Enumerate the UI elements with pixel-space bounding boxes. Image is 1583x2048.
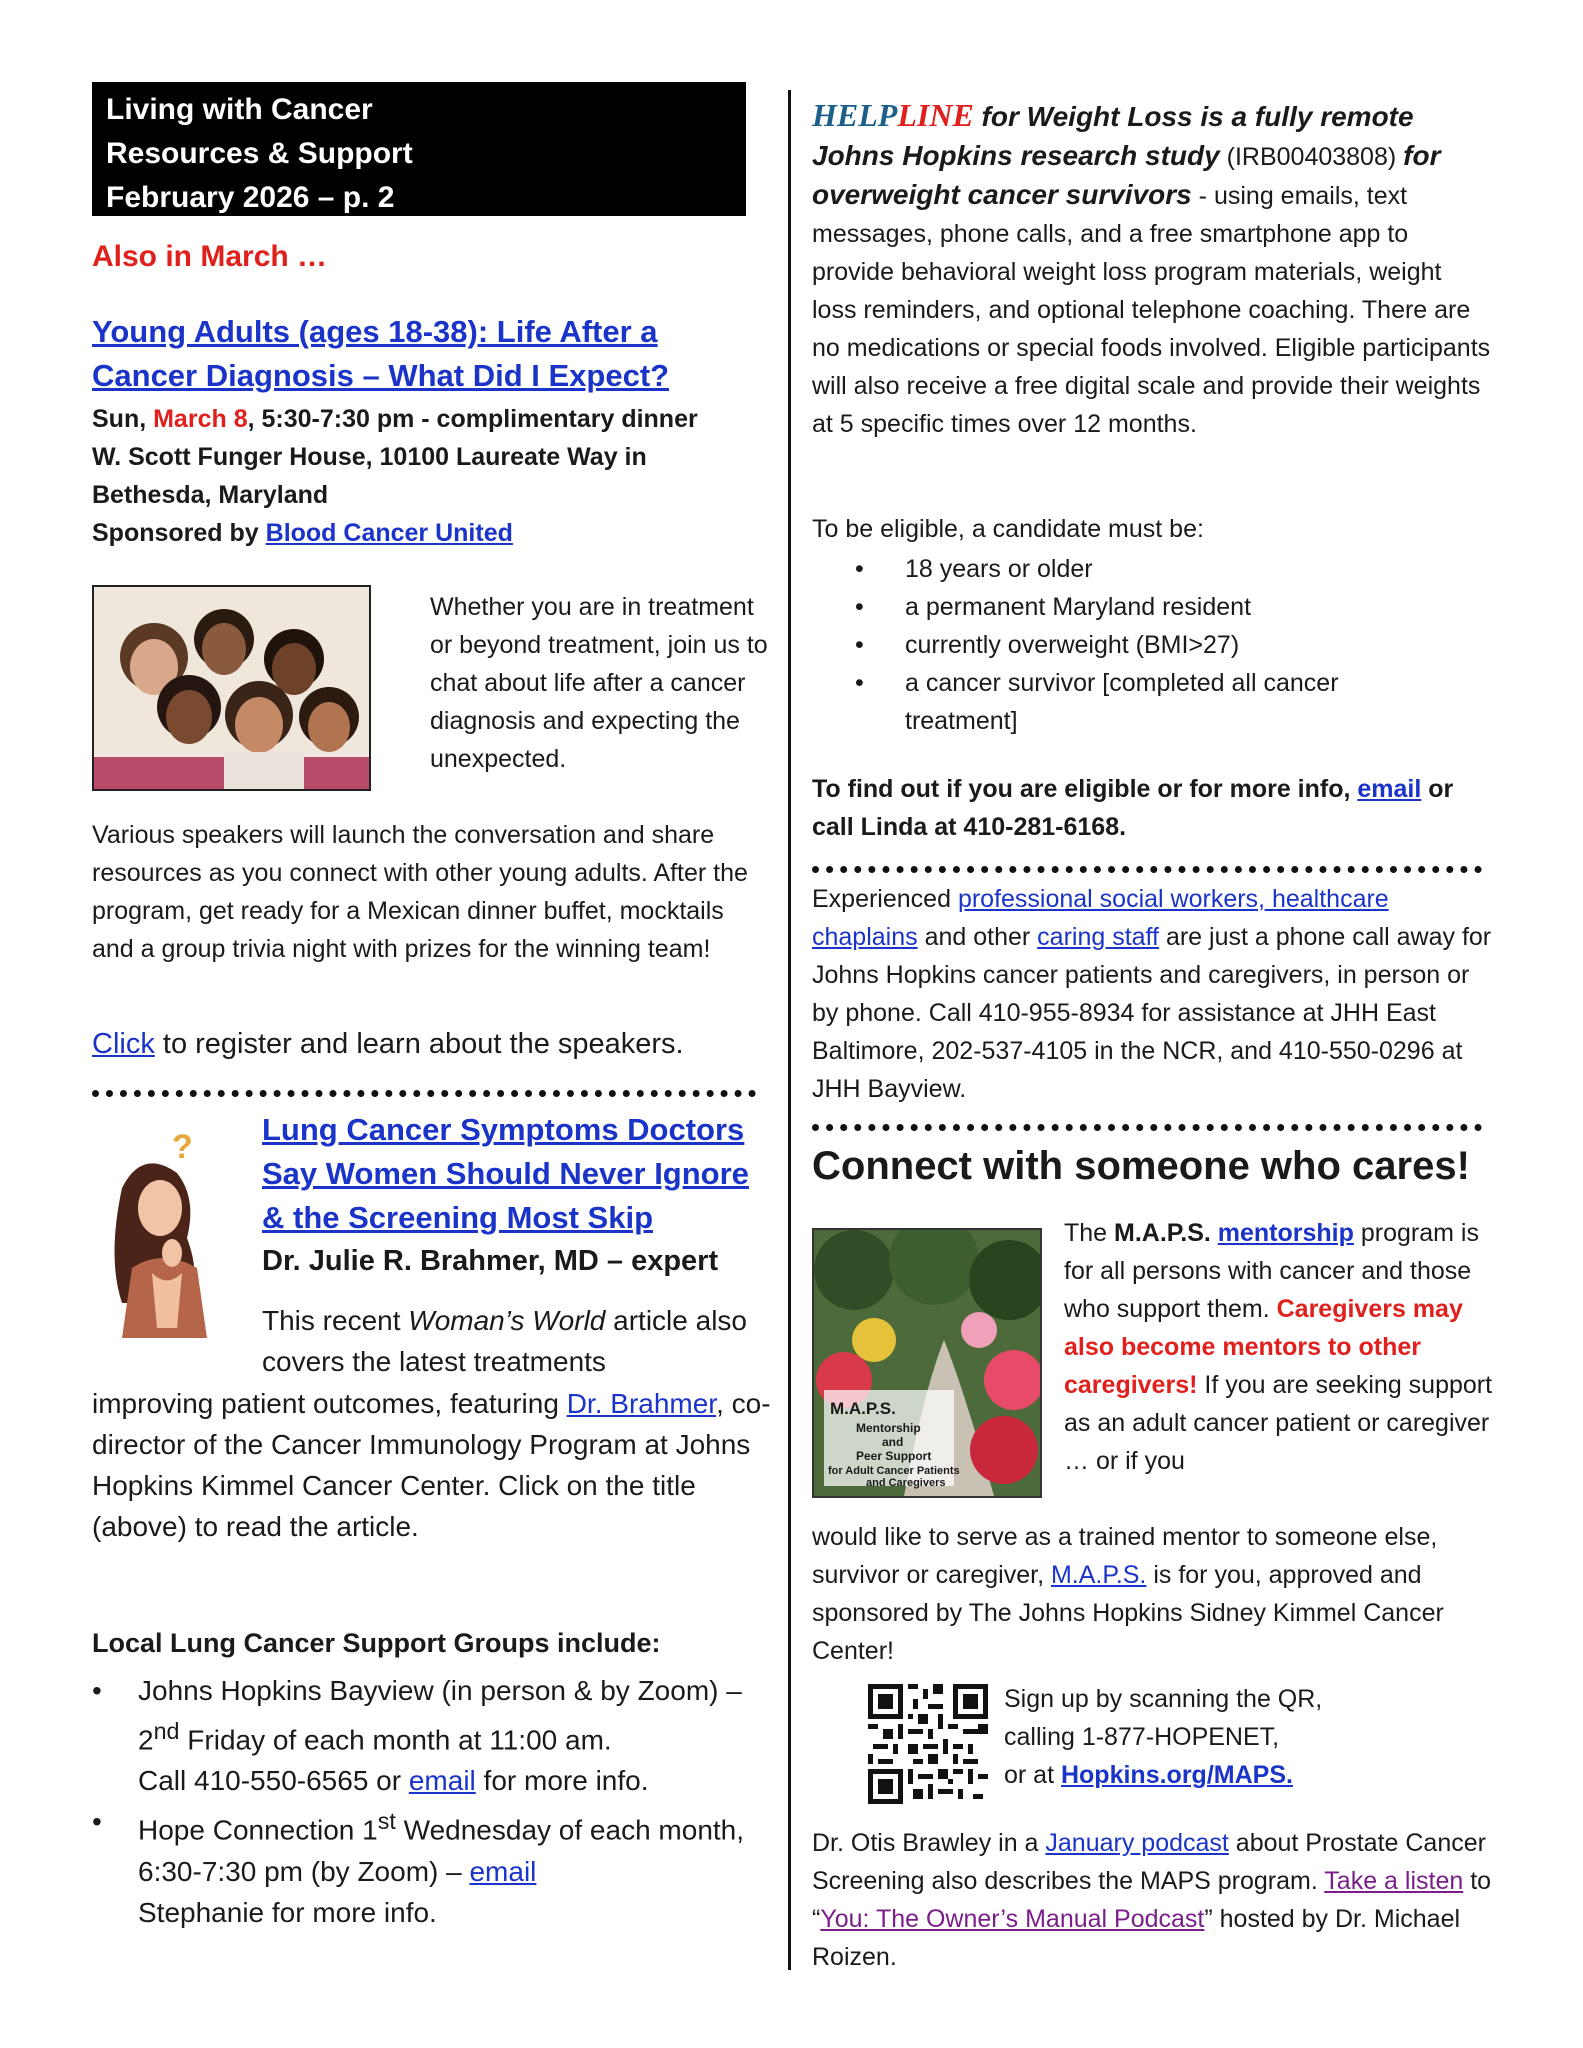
register-link[interactable]: Click	[92, 1028, 155, 1060]
lung-body-prefix: This recent	[262, 1305, 409, 1336]
maps-intro	[1064, 1214, 1504, 1480]
date-suffix: , 5:30-7:30 pm - complimentary dinner	[247, 405, 698, 433]
eligibility-list	[855, 550, 1455, 740]
qr-line-3-prefix: or at	[1004, 1761, 1061, 1789]
lung-title-link-1[interactable]: Lung Cancer Symptoms Doctors	[262, 1112, 745, 1147]
maps-body	[812, 1518, 1492, 1670]
svg-text:?: ?	[172, 1128, 193, 1166]
find-suffix: or call Linda at 410-281-6168.	[812, 775, 1454, 841]
young-adults-photo	[92, 585, 371, 791]
group1-a: Johns Hopkins Bayview (in person & by Zoom) – 2	[138, 1675, 742, 1756]
find-prefix: To find out if you are eligible or for more info,	[812, 775, 1358, 803]
helpline-body: - using emails, text messages, phone calls, and a free smartphone app to provide behavioral weight loss program materials, weight loss reminders, and optional telephone coaching. There are no medications or special foods involved. Eligible participants will also receive a free digital scale and provide their weights at 5 specific times over 12 months.	[812, 182, 1491, 438]
lung-title-link-3[interactable]: & the Screening Most Skip	[262, 1200, 654, 1235]
eligibility-item: • 18 years or older	[855, 550, 1455, 588]
helpline-paragraph	[812, 96, 1492, 443]
maps-image-line-2: and	[882, 1435, 904, 1449]
group1-c: Call 410-550-6565 or	[138, 1765, 409, 1797]
support-groups-heading: Local Lung Cancer Support Groups include:	[92, 1628, 661, 1658]
group2-a: Hope Connection 1	[138, 1814, 378, 1846]
register-text: to register and learn about the speakers.	[154, 1028, 684, 1060]
helpline-contact	[812, 770, 1492, 846]
maps-side-b: program is for all persons with cancer and those who support them.	[1064, 1219, 1479, 1323]
helpline-for: for	[1403, 140, 1441, 171]
young-adults-title[interactable]	[92, 310, 758, 398]
qr-instructions	[1004, 1680, 1322, 1794]
young-adults-title-link-1[interactable]: Young Adults (ages 18-38): Life After a	[92, 314, 658, 349]
young-adults-body: Various speakers will launch the conversation and share resources as you connect with other young adults. After the program, get ready for a Mexican dinner buffet, mocktails and a group trivia night with prizes for the winning team!	[92, 821, 748, 963]
header-line-2: Resources & Support	[106, 137, 413, 170]
maps-image-line-1: Mentorship	[856, 1421, 921, 1435]
maps-body-b: is for you, approved and sponsored by The Johns Hopkins Sidney Kimmel Cancer Center!	[812, 1561, 1444, 1665]
sw-mid: and other	[917, 923, 1038, 951]
event-location-2: Bethesda, Maryland	[92, 481, 329, 509]
event-date	[92, 400, 758, 438]
lung-body	[92, 1383, 772, 1547]
section-divider	[92, 1090, 756, 1097]
section-divider	[812, 866, 1482, 873]
group2-email-link[interactable]: email	[469, 1855, 537, 1887]
group1-email-link[interactable]: email	[408, 1765, 476, 1797]
maps-heading: Connect with someone who cares!	[812, 1144, 1470, 1188]
date-highlight: March 8	[153, 405, 248, 433]
qr-line-1: Sign up by scanning the QR,	[1004, 1685, 1323, 1713]
helpline-email-link[interactable]: email	[1357, 775, 1422, 803]
sponsor-link[interactable]: Blood Cancer United	[265, 519, 513, 547]
maps-image-line-4: for Adult Cancer Patients	[828, 1465, 960, 1477]
group1-b: Friday of each month at 11:00 am.	[179, 1724, 612, 1756]
event-location-1: W. Scott Funger House, 10100 Laureate Way in	[92, 443, 647, 471]
lung-expert: Dr. Julie R. Brahmer, MD – expert	[262, 1245, 719, 1277]
group2-c: Stephanie for more info.	[138, 1896, 437, 1928]
publication-name: Woman’s World	[408, 1305, 606, 1336]
qr-code[interactable]	[868, 1684, 988, 1804]
sw-rest: are just a phone call away for Johns Hopkins cancer patients and caregivers, in person or by phone. Call 410-955-8934 for assistance at JHH East Baltimore, 202-537-4105 in the NCR, and 410-550-0296 at JHH Bayview.	[812, 923, 1492, 1103]
eligibility-item: • currently overweight (BMI>27)	[855, 626, 1455, 664]
young-adults-title-link-2[interactable]: Cancer Diagnosis – What Did I Expect?	[92, 358, 670, 393]
hopkins-maps-link[interactable]: Hopkins.org/MAPS.	[1060, 1761, 1293, 1789]
caring-staff-link[interactable]: caring staff	[1037, 923, 1159, 951]
podcast-paragraph	[812, 1824, 1492, 1976]
eligibility-item: • a cancer survivor [completed all cancer treatment]	[855, 664, 1455, 740]
caregivers-highlight: Caregivers may also become mentors to other caregivers!	[1064, 1295, 1463, 1399]
otis-b: about Prostate Cancer Screening also describes the MAPS program.	[812, 1829, 1486, 1895]
helpline-audience: overweight cancer survivors	[812, 179, 1192, 210]
also-in-march-heading: Also in March …	[92, 240, 328, 273]
lung-body2-suffix: , co-director of the Cancer Immunology Program at Johns Hopkins Kimmel Cancer Center. Click on the title (above) to read the article.	[92, 1388, 771, 1542]
support-groups-list	[92, 1670, 772, 1933]
helpline-help: HELP	[812, 97, 898, 133]
young-adults-details	[92, 400, 758, 552]
sponsor-prefix: Sponsored by	[92, 519, 266, 547]
newsletter-header	[92, 82, 746, 216]
header-line-1: Living with Cancer	[106, 93, 373, 126]
date-prefix: Sun,	[92, 405, 154, 433]
support-group-item	[92, 1670, 772, 1801]
group1-d: for more info.	[475, 1765, 649, 1797]
lung-body2-prefix: improving patient outcomes, featuring	[92, 1388, 567, 1419]
qr-line-2: calling 1-877-HOPENET,	[1004, 1723, 1280, 1751]
section-divider	[812, 1124, 1482, 1131]
group1-sup: nd	[153, 1718, 180, 1744]
eligibility-item: • a permanent Maryland resident	[855, 588, 1455, 626]
maps-side-c: If you are seeking support as an adult cancer patient or caregiver … or if you	[1064, 1371, 1493, 1475]
january-podcast-link[interactable]: January podcast	[1045, 1829, 1229, 1857]
lung-article-title[interactable]	[262, 1108, 772, 1240]
event-sponsor	[92, 514, 758, 552]
lung-body-suffix: article also covers the latest treatments	[262, 1305, 747, 1377]
maps-body-a: would like to serve as a trained mentor to someone else, survivor or caregiver,	[812, 1523, 1438, 1589]
helpline-title	[812, 97, 974, 133]
social-workers-link[interactable]: professional social workers, healthcare chaplains	[812, 885, 1389, 951]
maps-acronym: M.A.P.S.	[1114, 1219, 1211, 1247]
maps-garden-image	[812, 1228, 1042, 1498]
take-a-listen-link[interactable]: Take a listen	[1324, 1867, 1464, 1895]
young-adults-intro: Whether you are in treatment or beyond treatment, join us to chat about life after a cancer diagnosis and expecting the unexpected.	[430, 593, 768, 773]
otis-a: Dr. Otis Brawley in a	[812, 1829, 1046, 1857]
social-work-paragraph	[812, 880, 1492, 1108]
helpline-line: LINE	[897, 97, 974, 133]
sw-prefix: Experienced	[812, 885, 958, 913]
helpline-study: Johns Hopkins research study	[812, 140, 1220, 171]
group2-b: Wednesday of each month, 6:30-7:30 pm (by Zoom) –	[138, 1814, 745, 1887]
brahmer-link[interactable]: Dr. Brahmer	[566, 1388, 717, 1419]
eligibility-intro: To be eligible, a candidate must be:	[812, 515, 1204, 543]
maps-image-line-3: Peer Support	[856, 1449, 932, 1463]
woman-thinking-illustration	[92, 1128, 242, 1338]
otis-c: to “	[812, 1867, 1492, 1933]
header-line-3: February 2026 – p. 2	[106, 181, 395, 214]
maps-link[interactable]: M.A.P.S.	[1050, 1561, 1147, 1589]
otis-d: ” hosted by Dr. Michael Roizen.	[812, 1905, 1461, 1971]
mentorship-link[interactable]: mentorship	[1217, 1219, 1354, 1247]
maps-side-a: The	[1064, 1219, 1115, 1247]
register-line	[92, 1028, 792, 1061]
maps-image-line-5: and Caregivers	[866, 1477, 946, 1489]
helpline-title-rest: for Weight Loss is a fully remote	[973, 101, 1414, 132]
qr-line-3	[1004, 1756, 1322, 1794]
lung-title-link-2[interactable]: Say Women Should Never Ignore	[262, 1156, 749, 1191]
maps-image-title: M.A.P.S.	[830, 1399, 896, 1418]
helpline-irb: (IRB00403808)	[1219, 143, 1404, 171]
owners-manual-podcast-link[interactable]: You: The Owner’s Manual Podcast	[820, 1905, 1205, 1933]
lung-body-intro	[262, 1300, 762, 1382]
support-group-item	[92, 1801, 772, 1932]
group2-sup: st	[377, 1808, 396, 1835]
